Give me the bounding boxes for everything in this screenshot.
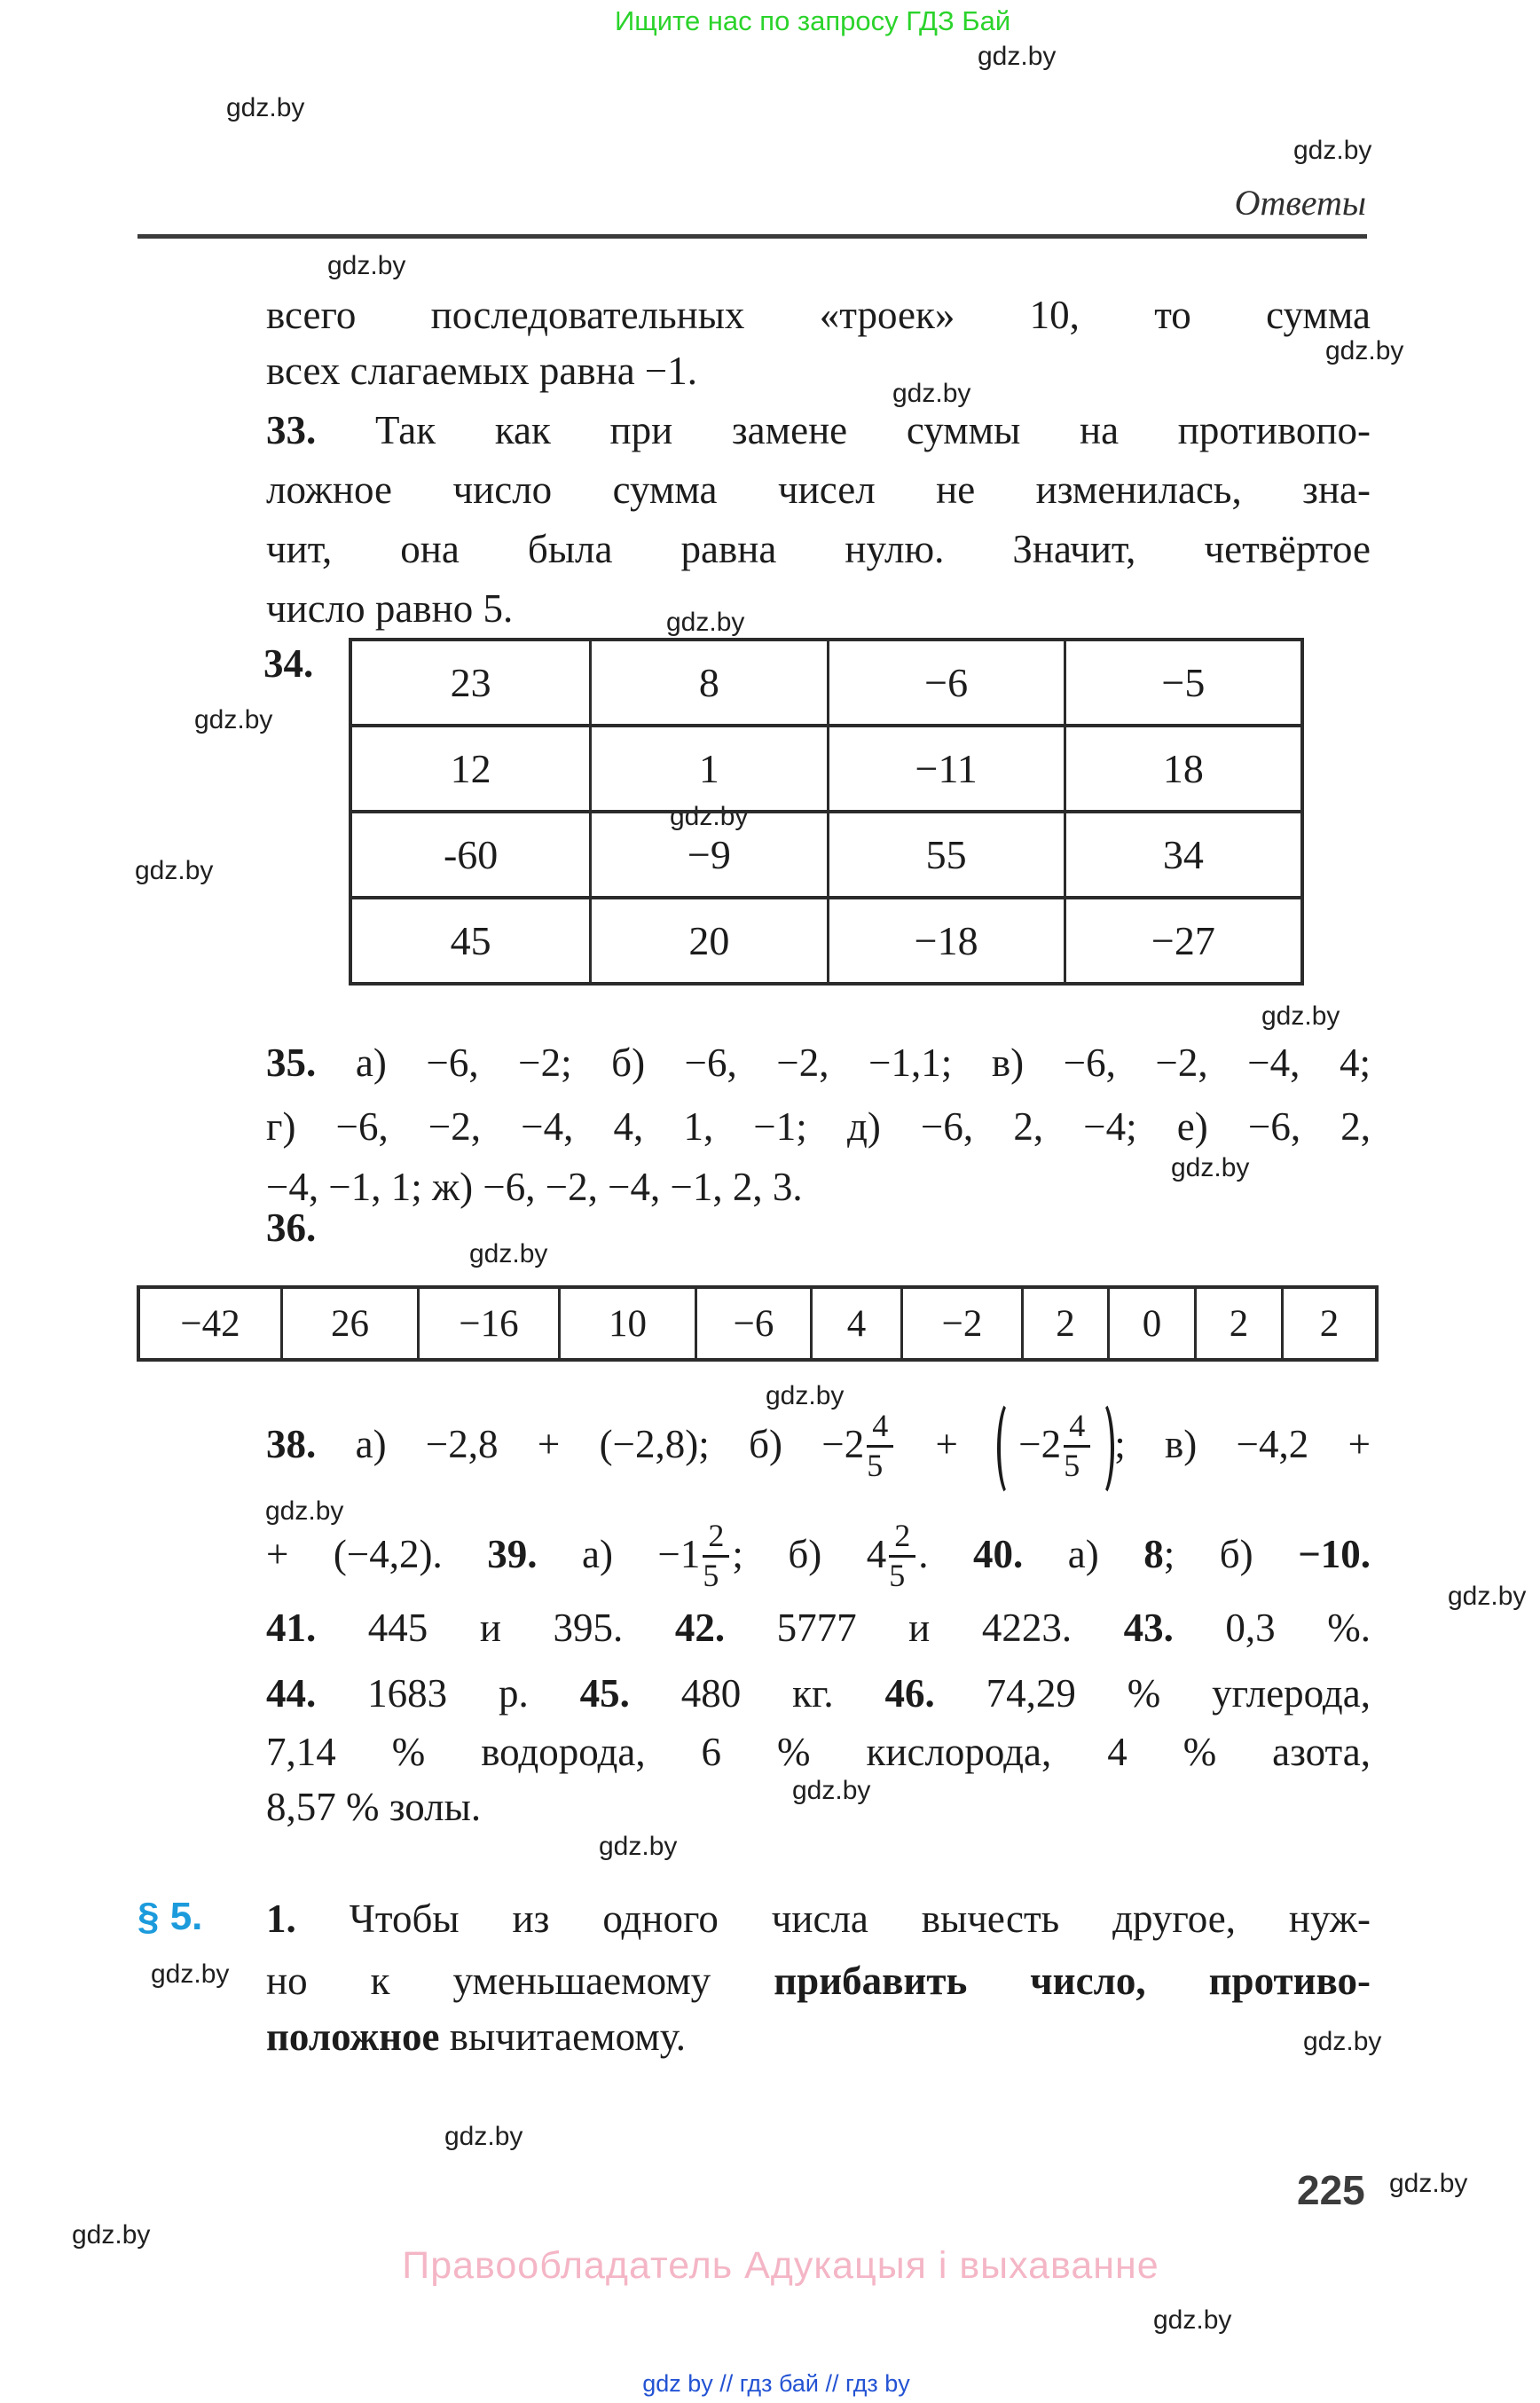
gdz-watermark: gdz.by bbox=[327, 251, 406, 280]
table-34-cell: −9 bbox=[589, 810, 826, 896]
text-run: 41. bbox=[266, 1606, 317, 1650]
header-rule bbox=[138, 234, 1367, 239]
gdz-watermark: gdz.by bbox=[265, 1496, 344, 1526]
fraction: $\frac{2}{5}$ bbox=[889, 1520, 915, 1593]
table-34-cell: 1 bbox=[589, 724, 826, 810]
section-5-line bbox=[266, 1889, 1371, 1949]
text-run: вычитаемому. bbox=[449, 2014, 686, 2059]
table-34-cell: −11 bbox=[827, 724, 1064, 810]
table-34-cell: −5 bbox=[1064, 641, 1300, 724]
text-run: 42. bbox=[674, 1606, 726, 1650]
text-run: а) −6, −2; б) −6, −2, −1,1; в) −6, −2, −4, 4; bbox=[316, 1041, 1371, 1085]
text-run: 43. bbox=[1123, 1606, 1174, 1650]
gdz-watermark: gdz.by bbox=[1389, 2169, 1468, 2198]
text-run: но к уменьшаемому bbox=[266, 1959, 774, 2003]
answer-33-line bbox=[266, 579, 1371, 639]
text-run: −4, −1, 1; ж) −6, −2, −4, −1, 2, 3. bbox=[266, 1165, 803, 1209]
table-36-cell: 26 bbox=[280, 1289, 417, 1358]
text-run: 46. bbox=[884, 1671, 935, 1716]
answer-33-line bbox=[266, 460, 1371, 520]
table-36-cell: −16 bbox=[417, 1289, 558, 1358]
text-run: г) −6, −2, −4, 4, 1, −1; д) −6, 2, −4; е) −6, 2, bbox=[266, 1104, 1371, 1149]
text-run: 0,3 %. bbox=[1173, 1606, 1371, 1650]
gdz-watermark: gdz.by bbox=[1261, 1001, 1340, 1031]
answer-34-table bbox=[349, 638, 1304, 986]
answer-46-line bbox=[266, 1778, 1371, 1837]
table-34-cell: 34 bbox=[1064, 810, 1300, 896]
table-36-cell: 2 bbox=[1021, 1289, 1107, 1358]
text-run: + (−4,2). bbox=[266, 1532, 488, 1576]
answer-35-line bbox=[266, 1158, 1371, 1217]
text-run: 8,57 % золы. bbox=[266, 1785, 482, 1829]
text-run: 1. bbox=[266, 1896, 296, 1941]
table-34-cell: 45 bbox=[352, 896, 589, 982]
table-36-cell: −42 bbox=[180, 1302, 240, 1345]
text-run: 45. bbox=[579, 1671, 630, 1716]
gdz-watermark: gdz.by bbox=[1448, 1582, 1527, 1611]
table-34-cell: 20 bbox=[589, 896, 826, 982]
answer-35-line bbox=[266, 1097, 1371, 1157]
text-run: а) bbox=[1023, 1532, 1144, 1576]
table-36-cell: −6 bbox=[695, 1289, 810, 1358]
text-run: 480 кг. bbox=[629, 1671, 885, 1716]
text-run: 40. bbox=[972, 1532, 1024, 1576]
big-paren bbox=[1088, 1399, 1114, 1498]
gdz-watermark: gdz.by bbox=[135, 856, 214, 885]
text-run: + bbox=[896, 1422, 998, 1466]
gdz-watermark: gdz.by bbox=[1171, 1153, 1250, 1182]
text-run: Чтобы из одного числа вычесть другое, нуж- bbox=[295, 1896, 1371, 1941]
table-34-cell: -60 bbox=[352, 810, 589, 896]
table-36-cell: 4 bbox=[810, 1289, 900, 1358]
text-run: всех слагаемых равна −1. bbox=[266, 349, 698, 393]
text-run: а) −1 bbox=[537, 1532, 701, 1576]
answer-33-line bbox=[266, 401, 1371, 460]
gdz-watermark: gdz.by bbox=[599, 1832, 678, 1861]
gdz-watermark: gdz.by bbox=[1293, 136, 1372, 165]
copyright-text: Правообладатель Адукацыя і выхаванне bbox=[402, 2244, 1159, 2287]
text-run: 74,29 % углерода, bbox=[934, 1671, 1371, 1716]
text-run: −10. bbox=[1298, 1532, 1371, 1576]
promo-banner-text: Ищите нас по запросу ГДЗ Бай bbox=[615, 5, 1011, 36]
text-run: 33. bbox=[266, 408, 317, 452]
text-run: 44. bbox=[266, 1671, 317, 1716]
fraction: $\frac{4}{5}$ bbox=[1064, 1410, 1090, 1483]
text-run: положное bbox=[266, 2014, 450, 2059]
section-5-line bbox=[266, 2007, 1371, 2067]
gdz-watermark: gdz.by bbox=[670, 802, 749, 831]
answer-41-43-line bbox=[266, 1598, 1371, 1658]
gdz-watermark: gdz.by bbox=[444, 2122, 523, 2151]
text-run: а) −2,8 + (−2,8); б) −2 bbox=[316, 1422, 865, 1466]
gdz-watermark: gdz.by bbox=[978, 42, 1057, 71]
text-run: 8 bbox=[1143, 1532, 1164, 1576]
table-34-cell: 12 bbox=[352, 724, 589, 810]
text-run: 445 и 395. bbox=[316, 1606, 675, 1650]
text-run: Так как при замене суммы на противопо- bbox=[316, 408, 1371, 452]
text-run: 39. bbox=[487, 1532, 538, 1576]
table-36-cell: 2 bbox=[1281, 1289, 1375, 1358]
footer-links[interactable]: gdz by // гдз бай // гдз by bbox=[642, 2370, 910, 2397]
text-run: число равно 5. bbox=[266, 586, 514, 631]
text-run: ; б) 4 bbox=[732, 1532, 887, 1576]
section-5-line bbox=[266, 1951, 1371, 2011]
answer-35-line bbox=[266, 1033, 1371, 1093]
text-run: 1683 р. bbox=[316, 1671, 580, 1716]
gdz-watermark: gdz.by bbox=[666, 608, 745, 637]
text-run: ; б) bbox=[1163, 1532, 1299, 1576]
answer-36-label: 36. bbox=[266, 1205, 317, 1250]
fraction: $\frac{4}{5}$ bbox=[867, 1410, 893, 1483]
table-36-cell: 0 bbox=[1107, 1289, 1194, 1358]
table-34-cell: 8 bbox=[589, 641, 826, 724]
gdz-watermark: gdz.by bbox=[1153, 2305, 1232, 2335]
answer-33-line bbox=[266, 520, 1371, 579]
text-run: 38. bbox=[266, 1422, 317, 1466]
table-34-cell: −18 bbox=[827, 896, 1064, 982]
fraction: $\frac{2}{5}$ bbox=[703, 1520, 729, 1593]
gdz-watermark: gdz.by bbox=[1325, 336, 1404, 365]
answer-46-line bbox=[266, 1723, 1371, 1782]
text-run: прибавить число, противо- bbox=[774, 1959, 1371, 2003]
page-header-title: Ответы bbox=[1234, 183, 1366, 223]
gdz-watermark: gdz.by bbox=[72, 2220, 151, 2250]
gdz-watermark: gdz.by bbox=[766, 1381, 845, 1410]
gdz-watermark: gdz.by bbox=[226, 93, 305, 122]
text-run: 5777 и 4223. bbox=[725, 1606, 1124, 1650]
answer-34-label: 34. bbox=[263, 641, 314, 686]
text-run: ложное число сумма чисел не изменилась, зна- bbox=[266, 467, 1371, 512]
text-run: чит, она была равна нулю. Значит, четвёртое bbox=[266, 527, 1371, 571]
text-run: −2 bbox=[1018, 1422, 1062, 1466]
text-run: ; в) −4,2 + bbox=[1114, 1422, 1371, 1466]
gdz-watermark: gdz.by bbox=[194, 705, 273, 734]
answer-36-table bbox=[137, 1285, 1379, 1362]
page-number: 225 bbox=[1297, 2167, 1365, 2213]
table-34-cell: 18 bbox=[1064, 724, 1300, 810]
gdz-watermark: gdz.by bbox=[792, 1776, 871, 1805]
text-line bbox=[266, 286, 1371, 345]
answer-44-46-line bbox=[266, 1664, 1371, 1724]
text-run: 35. bbox=[266, 1041, 317, 1085]
table-34-cell: 55 bbox=[827, 810, 1064, 896]
gdz-watermark: gdz.by bbox=[892, 379, 971, 408]
table-36-cell: 10 bbox=[558, 1289, 695, 1358]
table-36-cell: 2 bbox=[1194, 1289, 1281, 1358]
text-run: . bbox=[918, 1532, 973, 1576]
table-34-cell: 23 bbox=[450, 660, 491, 705]
gdz-watermark: gdz.by bbox=[151, 1959, 230, 1989]
text-run: 7,14 % водорода, 6 % кислорода, 4 % азота, bbox=[266, 1730, 1371, 1774]
table-34-cell: −6 bbox=[827, 641, 1064, 724]
answer-39-40-line bbox=[266, 1499, 1371, 1609]
table-34-cell: −27 bbox=[1064, 896, 1300, 982]
text-run: всего последовательных «троек» 10, то сумма bbox=[266, 293, 1371, 337]
text-line bbox=[266, 342, 1371, 401]
table-36-cell: −2 bbox=[900, 1289, 1021, 1358]
answer-38-line bbox=[266, 1389, 1371, 1499]
gdz-watermark: gdz.by bbox=[469, 1239, 548, 1268]
section-5-mark: § 5. bbox=[138, 1895, 203, 1938]
gdz-watermark: gdz.by bbox=[1303, 2027, 1382, 2056]
